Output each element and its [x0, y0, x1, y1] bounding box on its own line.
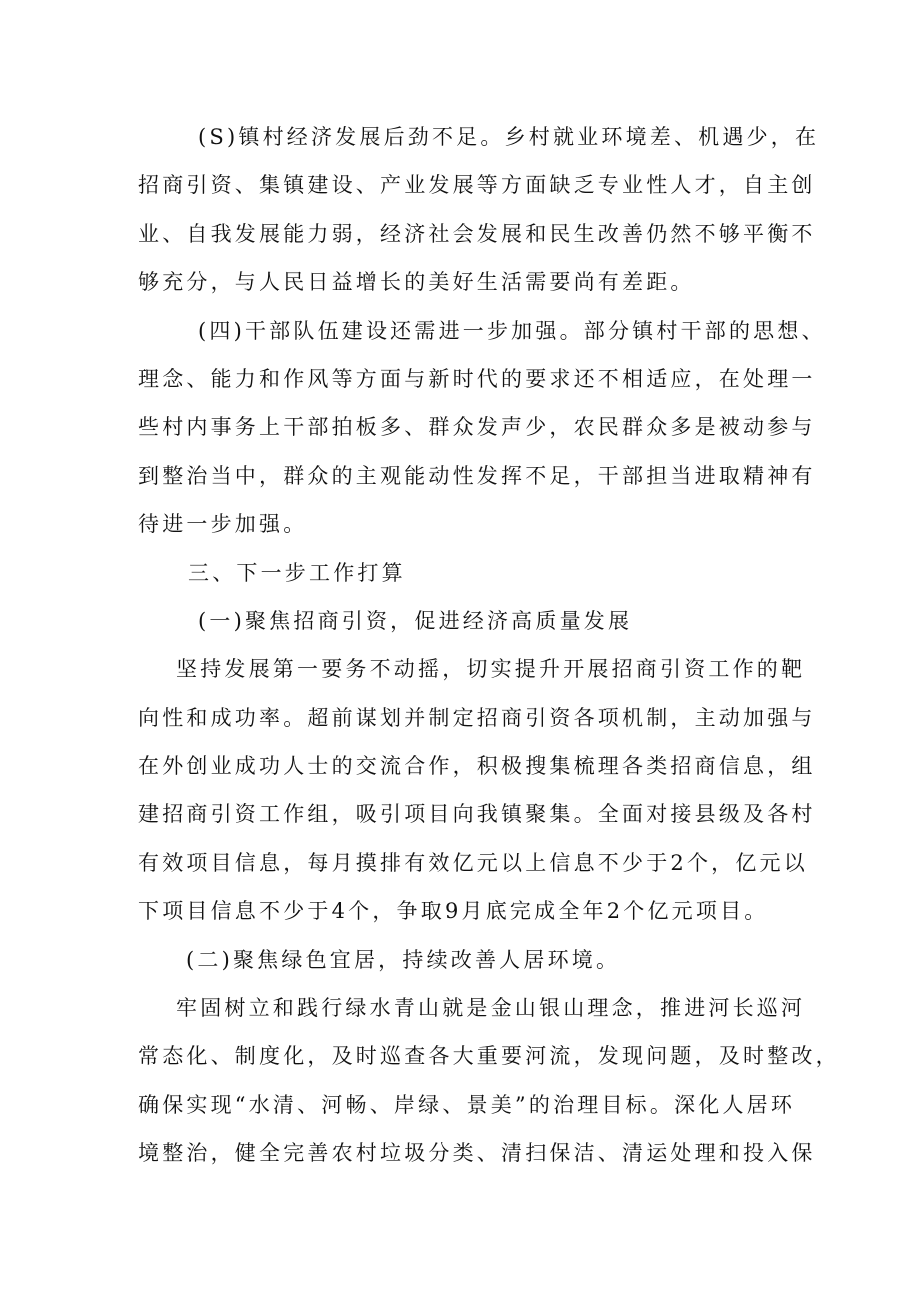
heading-line: (二)聚焦绿色宜居，持续改善人居环境。	[186, 947, 621, 972]
text-line: 够充分，与人民日益增长的美好生活需要尚有差距。	[138, 270, 695, 295]
heading-line: (一)聚焦招商引资，促进经济高质量发展	[198, 608, 633, 633]
paragraph-investment	[138, 645, 816, 935]
text-line: 招商引资、集镇建设、产业发展等方面缺乏专业性人才，自主创	[138, 173, 816, 198]
heading-line: 三、下一步工作打算	[188, 560, 406, 585]
text-line: 常态化、制度化，及时巡查各大重要河流，发现问题，及时整改，	[138, 1044, 840, 1069]
text-line: 理念、能力和作风等方面与新时代的要求还不相适应，在处理一	[138, 366, 816, 391]
subheading-green-living	[138, 936, 792, 984]
text-line: 建招商引资工作组，吸引项目向我镇聚集。全面对接县级及各村	[138, 802, 816, 827]
text-line: 待进一步加强。	[138, 512, 308, 537]
paragraph-green-living	[138, 984, 840, 1178]
text-line: 些村内事务上干部拍板多、群众发声少，农民群众多是被动参与	[138, 415, 816, 440]
text-line: 确保实现“水清、河畅、岸绿、景美”的治理目标。深化人居环	[138, 1092, 796, 1117]
text-line: 在外创业成功人士的交流合作，积极搜集梳理各类招商信息，组	[138, 754, 816, 779]
text-line: 下项目信息不少于4个，争取9月底完成全年2个亿元项目。	[138, 899, 769, 924]
text-line: (S)镇村经济发展后劲不足。乡村就业环境差、机遇少，在	[198, 125, 820, 149]
text-line: 向性和成功率。超前谋划并制定招商引资各项机制，主动加强与	[138, 705, 816, 730]
section-heading-next-steps	[138, 549, 792, 597]
text-line: 到整治当中，群众的主观能动性发挥不足，干部担当进取精神有	[138, 463, 816, 488]
paragraph-town-economy	[138, 113, 820, 307]
text-line: 坚持发展第一要务不动摇，切实提升开展招商引资工作的靶	[176, 657, 806, 682]
text-line: 境整治，健全完善农村垃圾分类、清扫保洁、清运处理和投入保	[138, 1141, 816, 1166]
text-line: 牢固树立和践行绿水青山就是金山银山理念，推进河长巡河	[176, 996, 806, 1021]
text-line: (四)干部队伍建设还需进一步加强。部分镇村干部的思想、	[198, 318, 826, 343]
paragraph-cadre-team	[138, 307, 826, 549]
subheading-investment	[138, 597, 792, 645]
text-line: 业、自我发展能力弱，经济社会发展和民生改善仍然不够平衡不	[138, 221, 816, 246]
text-line: 有效项目信息，每月摸排有效亿元以上信息不少于2个，亿元以	[138, 850, 808, 875]
